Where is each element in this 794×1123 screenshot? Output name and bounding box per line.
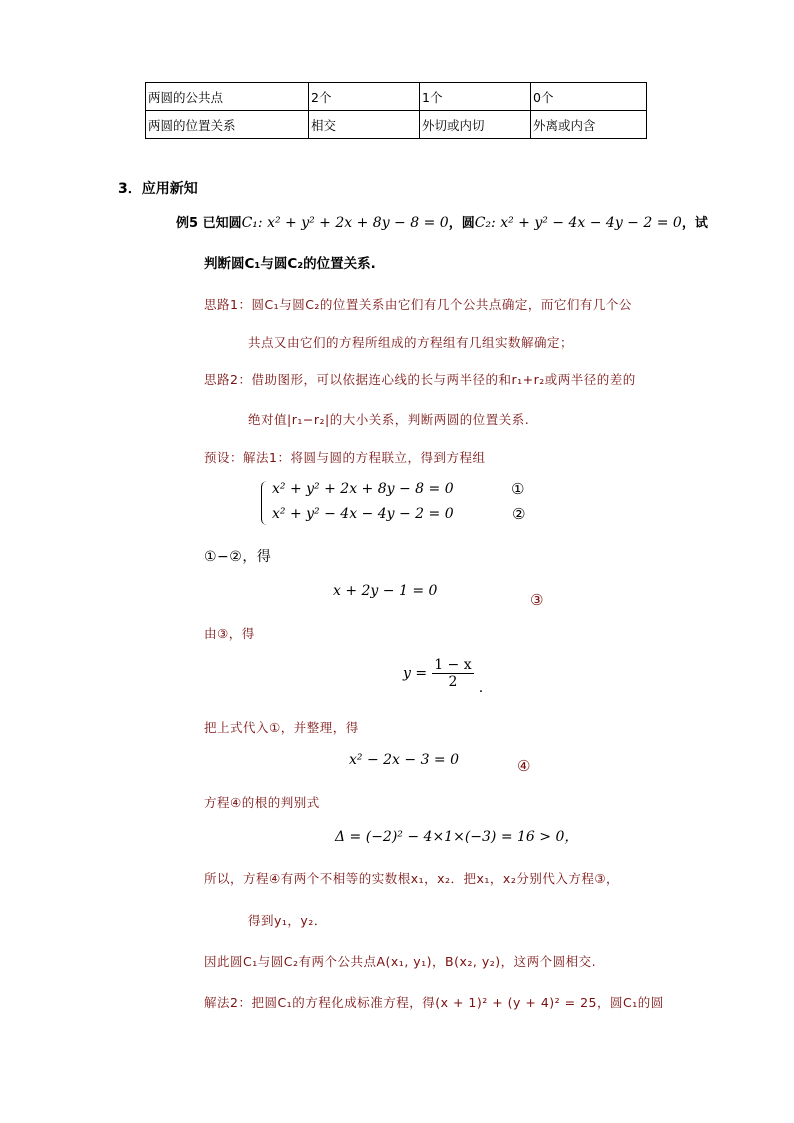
circle-c2-equation: C₂: x² + y² − 4x − 4y − 2 = 0: [474, 215, 682, 231]
example-text: ，试: [681, 216, 708, 231]
example-line-1: [176, 212, 708, 231]
example-label: 例5: [176, 216, 199, 231]
table-cell: 两圆的公共点: [146, 83, 309, 111]
example-text: 已知圆: [198, 216, 242, 231]
conclusion-line-3: 因此圆C₁与圆C₂有两个公共点A(x₁, y₁)，B(x₂, y₂)，这两个圆相交.: [204, 954, 597, 969]
equation-y: [403, 657, 483, 696]
system-equation-2: x² + y² − 4x − 4y − 2 = 0: [272, 506, 454, 522]
system-brace: [261, 481, 270, 525]
section-title: 3．应用新知: [118, 181, 198, 197]
fraction-denominator: 2: [448, 674, 458, 690]
equation-3: x + 2y − 1 = 0: [333, 583, 438, 599]
table-cell: 2个: [309, 83, 420, 111]
step-from-3: 由③，得: [204, 626, 255, 641]
method2-line-1: 解法2：把圆C₁的方程化成标准方程，得(x + 1)² + (y + 4)² = 25，圆C₁的圆: [204, 995, 664, 1010]
table-cell: 外切或内切: [420, 111, 531, 139]
equation-marker: ①: [511, 480, 525, 498]
table-row: [146, 83, 647, 111]
example-line-2: 判断圆C₁与圆C₂的位置关系.: [204, 256, 376, 272]
circle-c1-equation: C₁: x² + y² + 2x + 8y − 8 = 0: [241, 215, 449, 231]
table-cell: 两圆的位置关系: [146, 111, 309, 139]
step-discriminant: 方程④的根的判别式: [204, 795, 320, 810]
step-substitute: 把上式代入①，并整理，得: [204, 720, 359, 735]
equation-marker: ②: [512, 505, 526, 523]
fraction-numerator: 1 − x: [434, 657, 472, 673]
step-subtract-text: ①−②，得: [204, 549, 272, 565]
table-cell: 0个: [531, 83, 647, 111]
table-cell: 1个: [420, 83, 531, 111]
table-cell: 外离或内含: [531, 111, 647, 139]
idea1-line-2: 共点又由它们的方程所组成的方程组有几组实数解确定；: [248, 335, 574, 350]
discriminant-equation: Δ = (−2)² − 4×1×(−3) = 16 > 0，: [335, 829, 579, 845]
example-text: ，圆: [448, 216, 475, 231]
fraction: [432, 657, 473, 690]
table-row: [146, 111, 647, 139]
equation-y-lhs: y =: [403, 665, 428, 682]
step-subtract: [204, 546, 271, 566]
conclusion-line-1: 所以，方程④有两个不相等的实数根x₁，x₂．把x₁，x₂分别代入方程③，: [204, 871, 620, 886]
equation-marker: ③: [530, 591, 544, 609]
relationship-table: [145, 82, 647, 139]
equation-4: x² − 2x − 3 = 0: [349, 752, 460, 768]
equation-y-end: .: [478, 680, 484, 696]
system-equation-1: x² + y² + 2x + 8y − 8 = 0: [272, 481, 454, 497]
idea1-line-1: 思路1：圆C₁与圆C₂的位置关系由它们有几个公共点确定，而它们有几个公: [204, 297, 632, 312]
conclusion-line-2: 得到y₁，y₂．: [248, 913, 327, 928]
table-cell: 相交: [309, 111, 420, 139]
idea2-line-1: 思路2：借助图形，可以依据连心线的长与两半径的和r₁+r₂或两半径的差的: [204, 372, 636, 387]
idea2-line-2: 绝对值|r₁−r₂|的大小关系，判断两圆的位置关系.: [248, 412, 530, 427]
equation-marker: ④: [517, 757, 531, 775]
method1-intro: 预设：解法1：将圆与圆的方程联立，得到方程组: [204, 450, 486, 465]
